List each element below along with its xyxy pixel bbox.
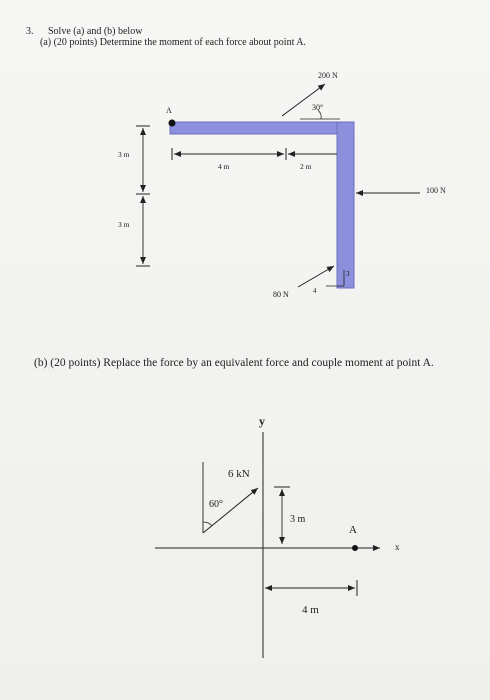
dim-4m-b-label: 4 m xyxy=(302,604,319,616)
horizontal-beam xyxy=(170,122,354,134)
angle-60-arc xyxy=(203,522,212,526)
force-80n-arrow xyxy=(298,266,334,287)
problem-number: 3. xyxy=(26,26,34,37)
point-a-b-label: A xyxy=(349,524,357,536)
point-a-b-dot xyxy=(352,545,358,551)
y-axis-label: y xyxy=(259,414,265,428)
slope-rise-label: 3 xyxy=(346,270,350,278)
dim-4m-label: 4 m xyxy=(218,162,230,171)
problem-intro: Solve (a) and (b) below xyxy=(48,26,143,37)
force-6kn-label: 6 kN xyxy=(228,468,250,480)
force-100n-label: 100 N xyxy=(426,186,446,195)
dim-2m-label: 2 m xyxy=(300,162,312,171)
x-axis-label: x xyxy=(395,542,400,552)
point-a-dot xyxy=(169,120,176,127)
dim-3m-b-label: 3 m xyxy=(290,514,306,525)
vertical-beam xyxy=(337,122,354,288)
force-200n-label: 200 N xyxy=(318,71,338,80)
force-80n-label: 80 N xyxy=(273,290,289,299)
part-a-text: (a) (20 points) Determine the moment of each force about point A. xyxy=(40,37,307,48)
force-6kn-arrow xyxy=(203,488,258,533)
slope-run-label: 4 xyxy=(313,287,317,295)
part-b-text: (b) (20 points) Replace the force by an equivalent force and couple moment at point A. xyxy=(34,357,434,369)
angle-30-label: 30° xyxy=(312,103,324,112)
point-a-label: A xyxy=(166,106,172,115)
dim-3m-bottom-label: 3 m xyxy=(118,220,130,229)
angle-60-label: 60° xyxy=(209,499,223,510)
dim-3m-top-label: 3 m xyxy=(118,150,130,159)
